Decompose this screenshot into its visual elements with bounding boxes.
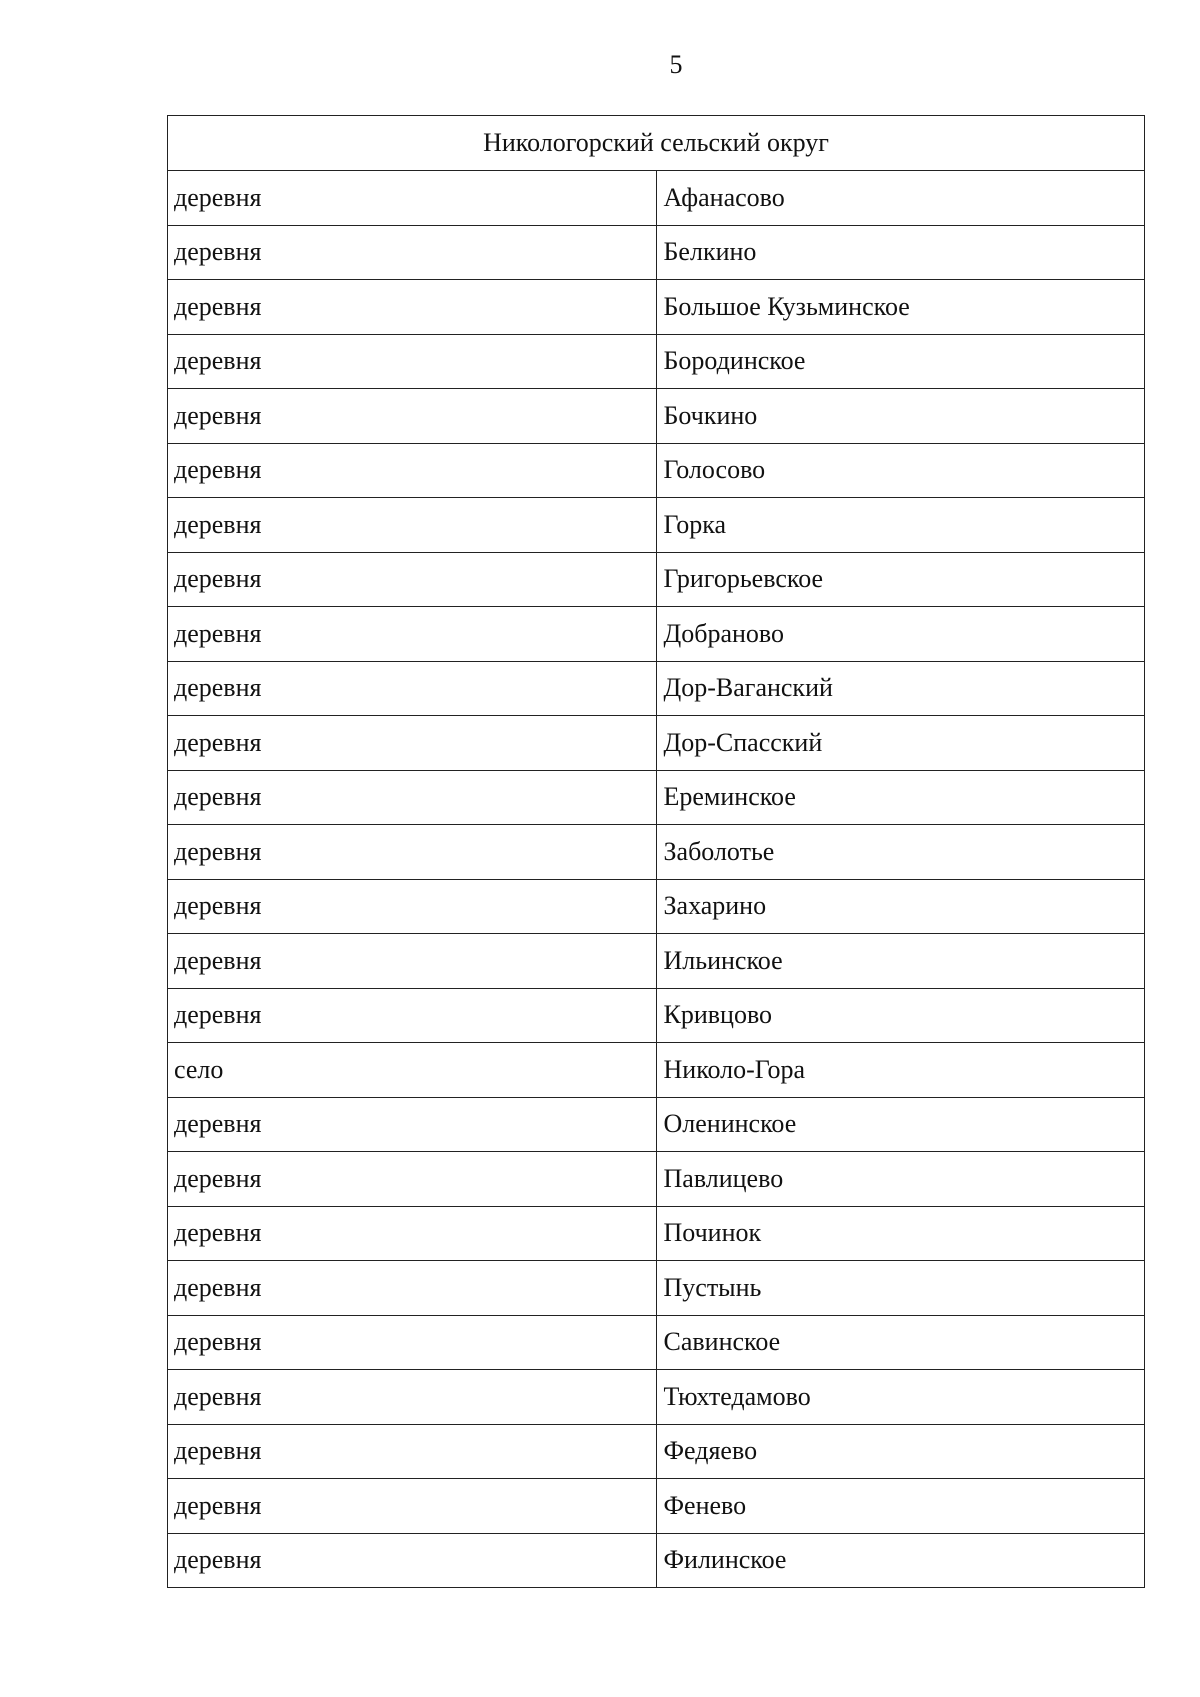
settlement-name-cell: Ереминское [656,770,1145,825]
settlement-type-cell: деревня [168,1479,657,1534]
settlement-type-cell: деревня [168,280,657,335]
table-row [168,1424,1145,1479]
settlement-name-cell: Горка [656,498,1145,553]
settlement-type-cell: деревня [168,389,657,444]
settlement-type-cell: деревня [168,934,657,989]
settlement-type-cell: деревня [168,716,657,771]
settlement-name-cell: Ильинское [656,934,1145,989]
table-row [168,334,1145,389]
settlement-name-cell: Бородинское [656,334,1145,389]
table-row [168,1370,1145,1425]
settlement-name-cell: Голосово [656,443,1145,498]
settlement-type-cell: деревня [168,443,657,498]
table-row [168,1152,1145,1207]
settlement-type-cell: деревня [168,171,657,226]
settlement-name-cell: Белкино [656,225,1145,280]
table-row [168,552,1145,607]
table-row [168,661,1145,716]
settlement-type-cell: деревня [168,879,657,934]
settlement-name-cell: Починок [656,1206,1145,1261]
settlement-type-cell: деревня [168,1206,657,1261]
table-header-row [168,116,1145,171]
settlement-name-cell: Оленинское [656,1097,1145,1152]
settlement-type-cell: деревня [168,498,657,553]
settlement-name-cell: Пустынь [656,1261,1145,1316]
settlement-name-cell: Заболотье [656,825,1145,880]
table-row [168,1315,1145,1370]
table-row [168,1097,1145,1152]
settlement-name-cell: Григорьевское [656,552,1145,607]
table-row [168,1206,1145,1261]
settlement-name-cell: Фенево [656,1479,1145,1534]
table-row [168,988,1145,1043]
settlement-name-cell: Павлицево [656,1152,1145,1207]
settlement-type-cell: деревня [168,552,657,607]
settlement-name-cell: Филинское [656,1533,1145,1588]
settlement-name-cell: Большое Кузьминское [656,280,1145,335]
table-row [168,1261,1145,1316]
table-row [168,770,1145,825]
settlement-name-cell: Дор-Спасский [656,716,1145,771]
settlement-name-cell: Кривцово [656,988,1145,1043]
table-row [168,1043,1145,1098]
settlement-name-cell: Бочкино [656,389,1145,444]
table-row [168,607,1145,662]
table-row [168,1479,1145,1534]
settlement-type-cell: деревня [168,1261,657,1316]
settlement-name-cell: Николо-Гора [656,1043,1145,1098]
table-row [168,443,1145,498]
settlement-name-cell: Афанасово [656,171,1145,226]
settlement-name-cell: Добраново [656,607,1145,662]
settlement-type-cell: деревня [168,607,657,662]
table-row [168,1533,1145,1588]
table-row [168,171,1145,226]
settlement-type-cell: деревня [168,1533,657,1588]
table-row [168,825,1145,880]
settlements-table [167,115,1145,1588]
settlement-name-cell: Захарино [656,879,1145,934]
settlement-type-cell: деревня [168,661,657,716]
table-row [168,225,1145,280]
settlement-type-cell: деревня [168,1370,657,1425]
settlement-name-cell: Тюхтедамово [656,1370,1145,1425]
table-row [168,716,1145,771]
settlement-name-cell: Савинское [656,1315,1145,1370]
page-number: 5 [669,50,683,79]
district-header: Никологорский сельский округ [168,116,1145,171]
table-row [168,280,1145,335]
table-row [168,389,1145,444]
table-row [168,498,1145,553]
settlement-name-cell: Федяево [656,1424,1145,1479]
settlement-type-cell: деревня [168,1315,657,1370]
table-row [168,879,1145,934]
settlement-type-cell: деревня [168,770,657,825]
settlement-type-cell: село [168,1043,657,1098]
settlement-name-cell: Дор-Ваганский [656,661,1145,716]
settlements-table-body [168,116,1145,1588]
settlement-type-cell: деревня [168,1097,657,1152]
settlement-type-cell: деревня [168,225,657,280]
settlement-type-cell: деревня [168,1152,657,1207]
settlement-type-cell: деревня [168,825,657,880]
settlement-type-cell: деревня [168,334,657,389]
table-row [168,934,1145,989]
settlement-type-cell: деревня [168,1424,657,1479]
settlement-type-cell: деревня [168,988,657,1043]
